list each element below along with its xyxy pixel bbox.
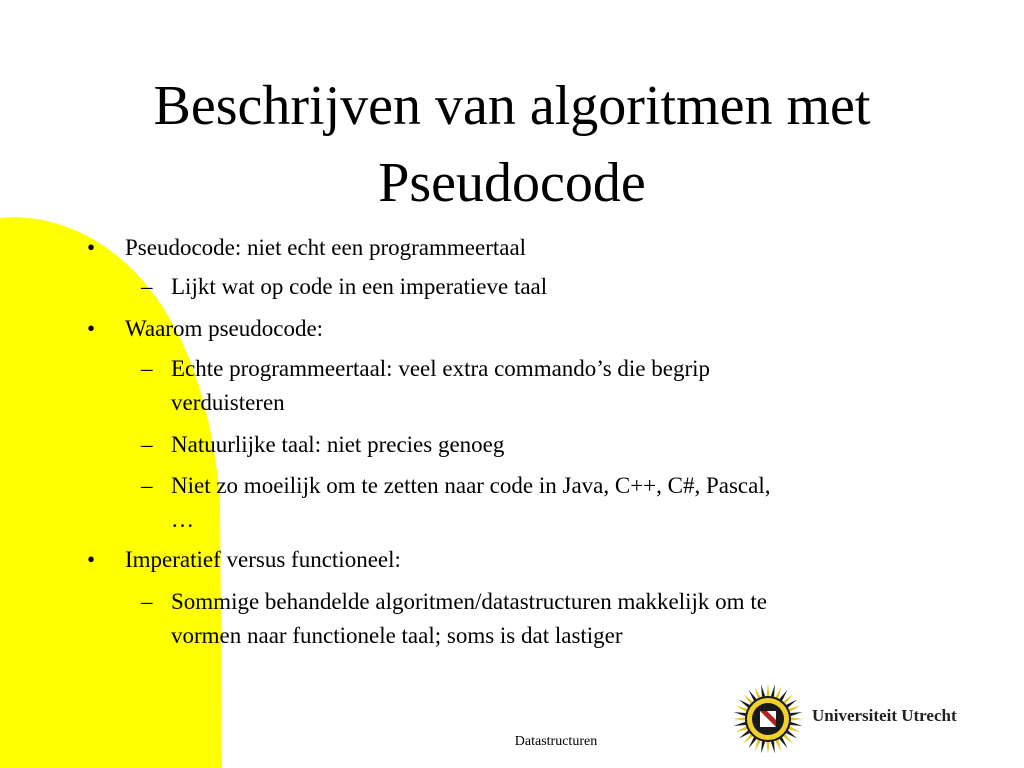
sun-ray: [766, 742, 769, 754]
university-logo-text: Universiteit Utrecht: [812, 706, 957, 725]
sun-ray: [749, 690, 757, 701]
sub-bullet-item-niet-zo: [141, 469, 771, 537]
bullet-text-line-2: verduisteren: [171, 390, 285, 415]
bullet-text: Lijkt wat op code in een imperatieve taal: [171, 274, 548, 299]
sun-ray: [789, 706, 801, 712]
bullet-text-line-1: Sommige behandelde algoritmen/datastructuren makkelijk om te: [171, 589, 767, 614]
dash-marker: –: [141, 473, 153, 498]
bullet-text: Imperatief versus functioneel:: [125, 547, 401, 572]
bullet-text-line-2: vormen naar functionele taal; soms is dat lastiger: [171, 623, 623, 648]
sun-ray: [736, 726, 748, 732]
bullet-text: Natuurlijke taal: niet precies genoeg: [171, 432, 505, 457]
bullet-marker: •: [87, 316, 96, 341]
sun-ray: [761, 685, 765, 697]
sun-ray: [755, 687, 761, 699]
sun-ray: [775, 687, 781, 699]
sun-ray: [790, 722, 802, 726]
bullet-text-line-1: Niet zo moeilijk om te zetten naar code in Java, C++, C#, Pascal,: [171, 473, 771, 498]
sun-ray: [736, 706, 748, 712]
sun-ray: [734, 722, 746, 726]
slide-footer: Datastructuren: [514, 734, 598, 749]
sun-ray: [789, 726, 801, 732]
bullet-text: Pseudocode: niet echt een programmeertaal: [125, 235, 527, 260]
sun-ray: [775, 740, 781, 752]
sun-seal-icon: [731, 682, 805, 756]
sun-ray: [755, 740, 761, 752]
sub-bullet-item-sommige: [141, 585, 767, 653]
sun-ray: [771, 741, 775, 753]
dash-marker: –: [141, 589, 153, 614]
bullet-text: Waarom pseudocode:: [125, 316, 324, 341]
sun-ray: [761, 741, 765, 753]
bullet-item-waarom: [87, 312, 324, 346]
dash-marker: –: [141, 274, 153, 299]
sun-ray: [779, 737, 787, 748]
bullet-marker: •: [87, 547, 96, 572]
sun-ray: [766, 684, 769, 696]
sun-ray: [733, 717, 745, 720]
sun-ray: [749, 737, 757, 748]
sub-bullet-item-echte: [141, 352, 710, 420]
sun-ray: [734, 712, 746, 716]
bullet-marker: •: [87, 235, 96, 260]
sun-ray: [786, 730, 797, 738]
sun-ray: [791, 717, 803, 720]
sun-ray: [739, 700, 750, 708]
slide-title: [62, 68, 962, 222]
dash-marker: –: [141, 432, 153, 457]
slide-title-line-2: Pseudocode: [378, 152, 646, 214]
bullet-item-imperatief: [87, 543, 401, 577]
dash-marker: –: [141, 356, 153, 381]
sub-bullet-item-lijkt: [141, 270, 548, 304]
sun-ray: [779, 690, 787, 701]
sun-ray: [786, 700, 797, 708]
sun-ray: [771, 685, 775, 697]
bullet-item-pseudocode: [87, 231, 527, 265]
sun-ray: [739, 730, 750, 738]
sun-ray: [790, 712, 802, 716]
bullet-text-line-2: …: [171, 507, 194, 532]
sub-bullet-item-natuurlijke: [141, 428, 505, 462]
slide-title-line-1: Beschrijven van algoritmen met: [153, 75, 871, 137]
bullet-text-line-1: Echte programmeertaal: veel extra commando’s die begrip: [171, 356, 710, 381]
